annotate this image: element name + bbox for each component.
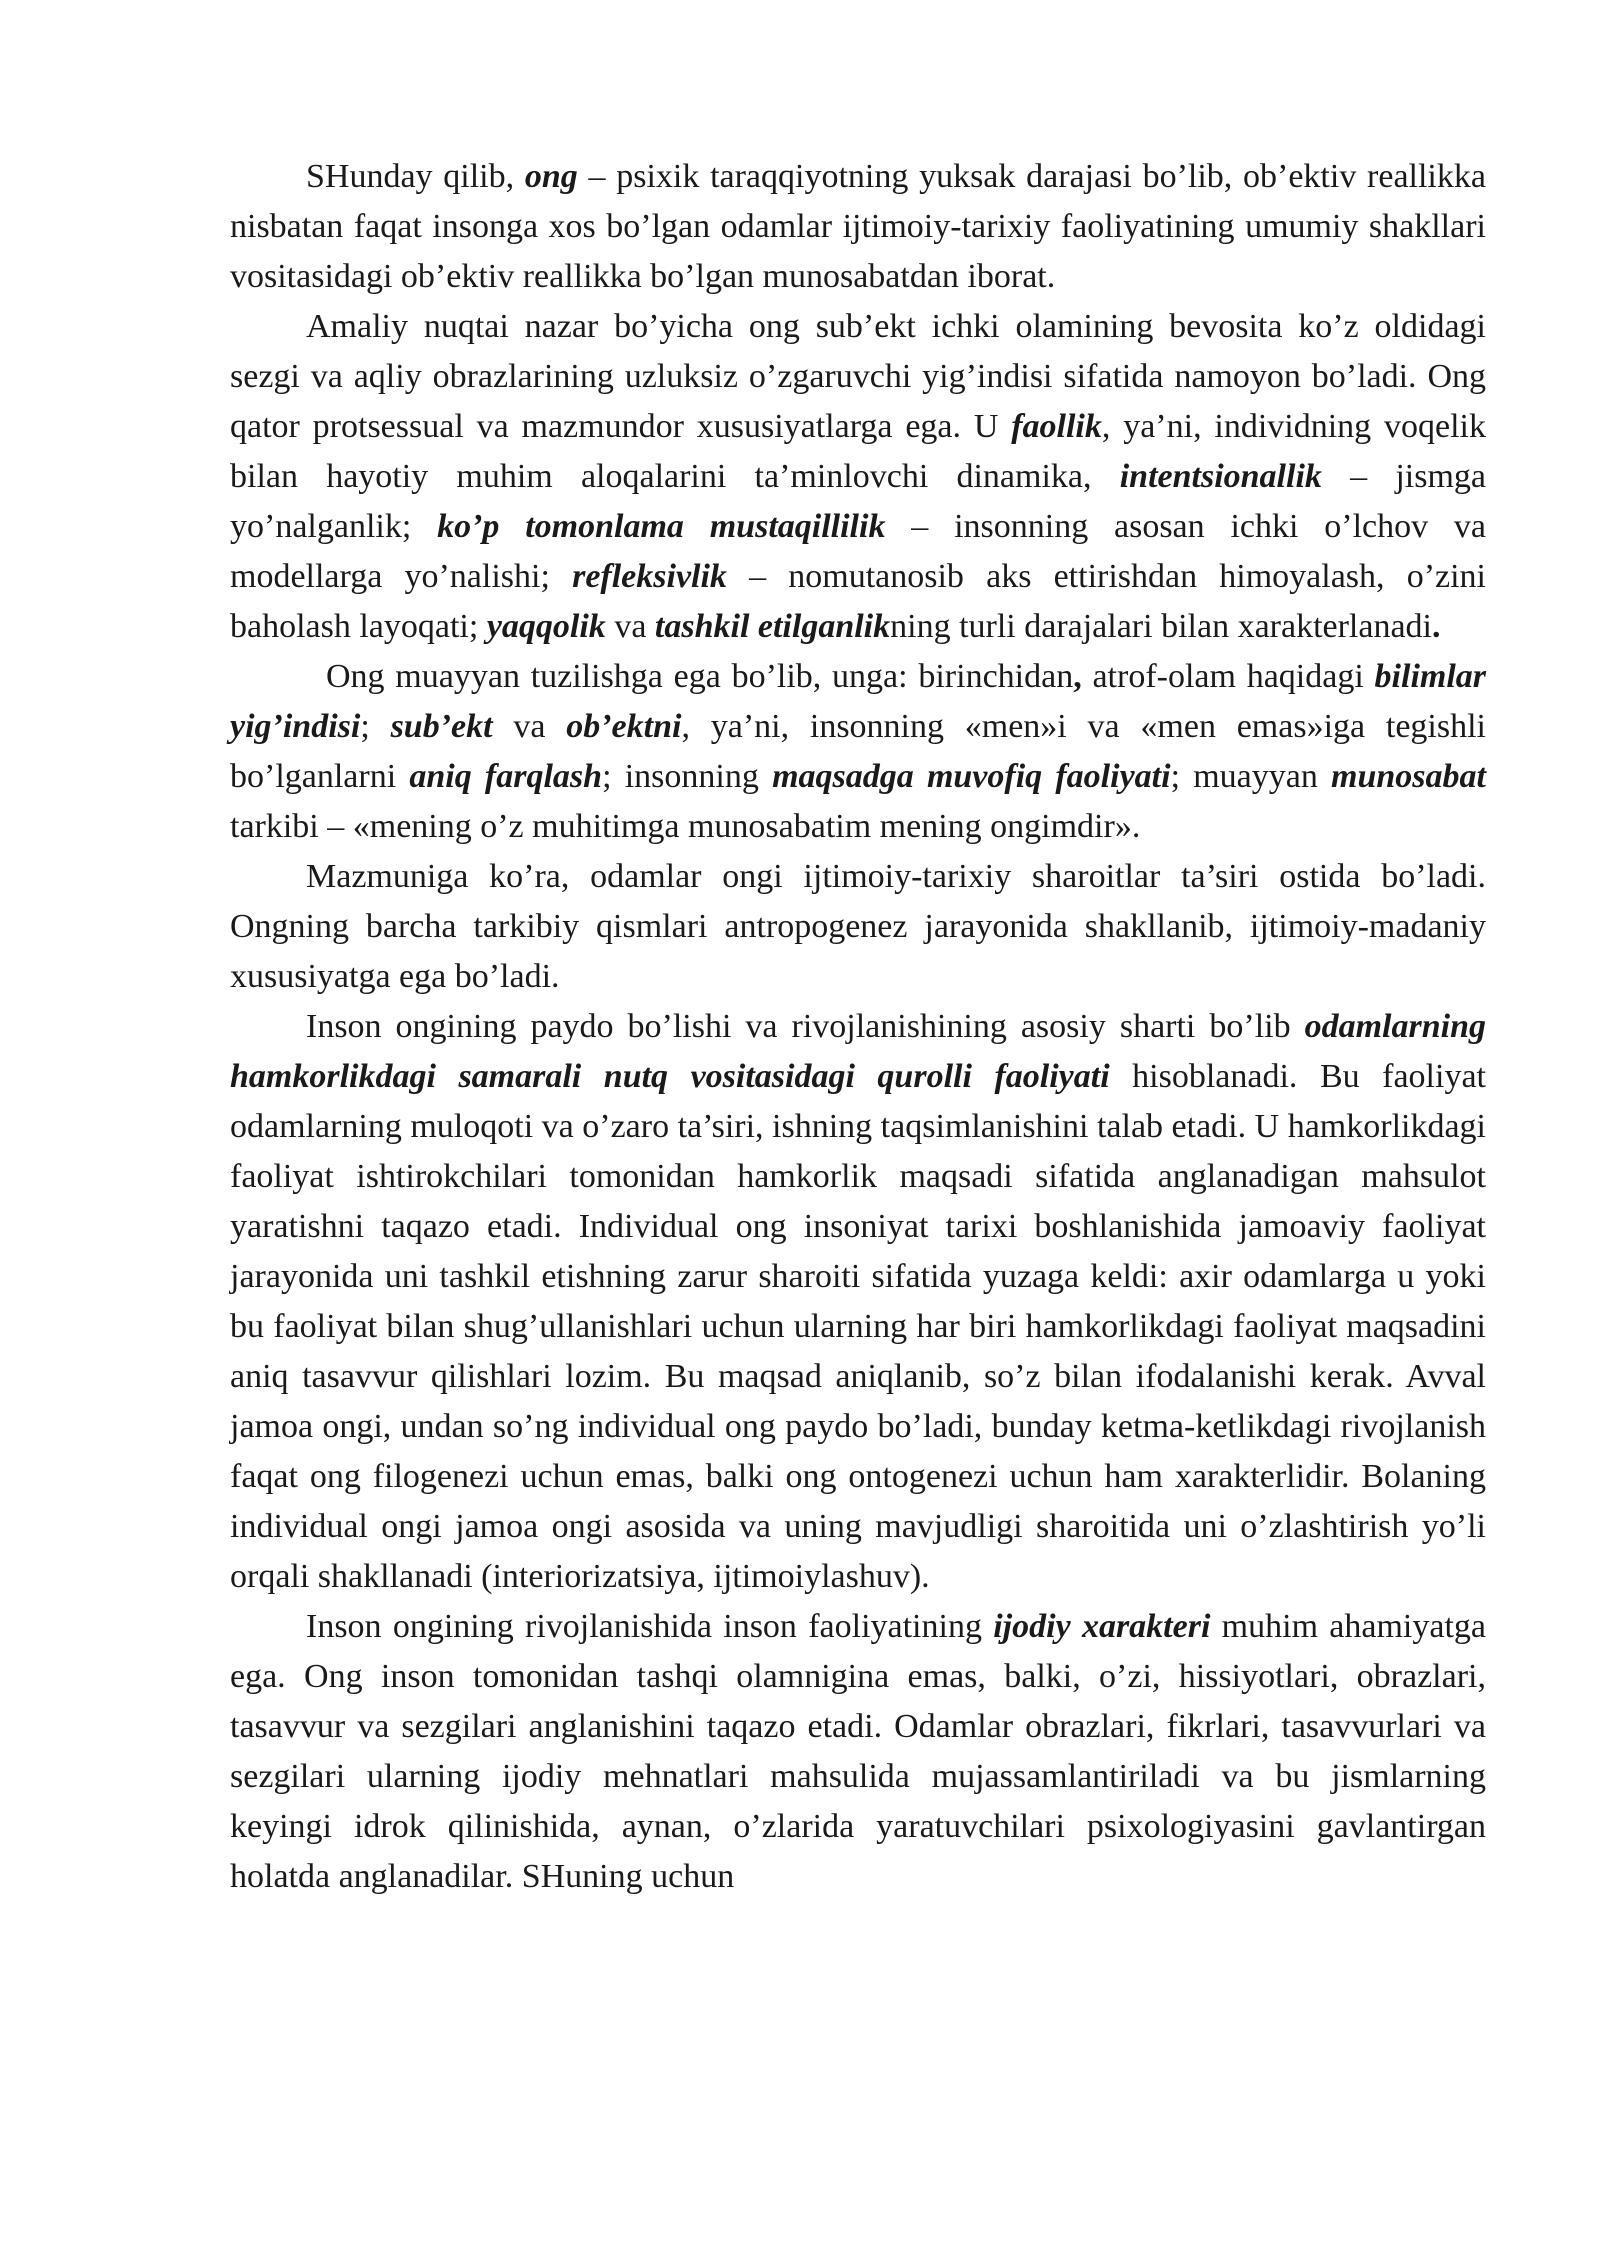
text-run: – nomutanosib aks ettirishdan himoyalash, o’zini baholash layoqati; [230,558,1487,645]
text-run: ; [360,708,391,745]
document-body [230,152,1486,1902]
text-run: va [605,608,655,645]
emphasized-term: sub’ekt [390,708,493,745]
emphasized-term: refleksivlik [572,558,727,595]
text-run: – insonning asosan ichki o’lchov va modellarga yo’nalishi; [230,508,1486,595]
emphasized-term: ob’ektni [566,708,682,745]
text-run: – psixik taraqqiyotning yuksak darajasi bo’lib, ob’ektiv reallikka nisbatan faqat insonga xos bo’lgan odamlar ijtimoiy-tarixiy faoliyatining umumiy shakllari vositasidagi ob’ektiv reallikka bo’lgan munosabatdan iborat. [230,158,1486,295]
paragraph-1 [230,152,1486,302]
emphasized-term: yaqqolik [486,608,606,645]
text-run: Mazmuniga ko’ra, odamlar ongi ijtimoiy-tarixiy sharoitlar ta’siri ostida bo’ladi. Ongning barcha tarkibiy qismlari antropogenez jarayonida shakllanib, ijtimoiy-madaniy xususiyatga ega bo’ladi. [230,858,1486,995]
text-run: atrof-olam haqidagi [1081,658,1375,695]
text-run: , [1073,658,1082,695]
text-run: muhim ahamiyatga ega. Ong inson tomonidan tashqi olamnigina emas, balki, o’zi, hissiyotlari, obrazlari, tasavvur va sezgilari anglanishini taqazo etadi. Odamlar obrazlari, fikrlari, tasavvurlari va sezgilari ularning ijodiy mehnatlari mahsulida mujassamlantiriladi va bu jismlarning keyingi idrok qilinishida, aynan, o’zlarida yaratuvchilari psixologiyasini gavlantirgan holatda anglanadilar. SHuning uchun [230,1608,1486,1895]
paragraph-3 [230,652,1486,852]
paragraph-5 [230,1002,1486,1602]
text-run: , ya’ni, insonning «men»i va «men emas»iga tegishli bo’lganlarni [230,708,1486,795]
paragraph-4 [230,852,1486,1002]
emphasized-term: ong [524,158,578,195]
emphasized-term: aniq farqlash [409,758,603,795]
text-run: SHunday qilib, [306,158,525,195]
emphasized-term: odamlarning hamkorlikdagi samarali nutq vositasidagi qurolli faoliyati [230,1008,1486,1095]
text-run: , ya’ni, individning voqelik bilan hayotiy muhim aloqalarini ta’minlovchi dinamika, [230,408,1486,495]
text-run: va [492,708,567,745]
emphasized-term: maqsadga muvofiq faoliyati [772,758,1171,795]
text-run: hisoblanadi. Bu faoliyat odamlarning muloqoti va o’zaro ta’siri, ishning taqsimlanishini talab etadi. U hamkorlikdagi faoliyat ishtirokchilari tomonidan hamkorlik maqsadi sifatida anglanadigan mahsulot yaratishni taqazo etadi. Individual ong insoniyat tarixi boshlanishida jamoaviy faoliyat jarayonida uni tashkil etishning zarur sharoiti sifatida yuzaga keldi: axir odamlarga u yoki bu faoliyat bilan shug’ullanishlari uchun ularning har biri hamkorlikdagi faoliyat maqsadini aniq tasavvur qilishlari lozim. Bu maqsad aniqlanib, so’z bilan ifodalanishi kerak. Avval jamoa ongi, undan so’ng individual ong paydo bo’ladi, bunday ketma-ketlikdagi rivojlanish faqat ong filogenezi uchun emas, balki ong ontogenezi uchun ham xarakterlidir. Bolaning individual ongi jamoa ongi asosida va uning mavjudligi sharoitida uni o’zlashtirish yo’li orqali shakllanadi (interiorizatsiya, ijtimoiylashuv). [230,1058,1486,1595]
text-run: . [1432,608,1441,645]
text-run: Inson ongining rivojlanishida inson faoliyatining [306,1608,994,1645]
emphasized-term: ijodiy xarakteri [993,1608,1211,1645]
paragraph-6 [230,1602,1486,1902]
text-run: – jismga yo’nalganlik; [230,458,1486,545]
text-run: Amaliy nuqtai nazar bo’yicha ong sub’ekt ichki olamining bevosita ko’z oldidagi sezgi va aqliy obrazlarining uzluksiz o’zgaruvchi yig’indisi sifatida namoyon bo’ladi. Ong qator protsessual va mazmundor xususiyatlarga ega. U [230,308,1486,445]
emphasized-term: ko’p tomonlama mustaqillilik [437,508,886,545]
text-run: tarkibi – «mening o’z muhitimga munosabatim mening ongimdir». [230,808,1141,845]
emphasized-term: munosabat [1331,758,1486,795]
text-run: Ong muayyan tuzilishga ega bo’lib, unga: birinchidan [326,658,1074,695]
text-run: ning turli darajalari bilan xarakterlanadi [890,608,1432,645]
emphasized-term: bilimlar yig’indisi [230,658,1487,745]
text-run: ; muayyan [1170,758,1332,795]
text-run: ; insonning [602,758,773,795]
paragraph-2 [230,302,1486,652]
emphasized-term: faollik [1011,408,1102,445]
emphasized-term: tashkil etilganlik [654,608,891,645]
text-run: Inson ongining paydo bo’lishi va rivojlanishining asosiy sharti bo’lib [306,1008,1305,1045]
emphasized-term: intentsionallik [1119,458,1322,495]
